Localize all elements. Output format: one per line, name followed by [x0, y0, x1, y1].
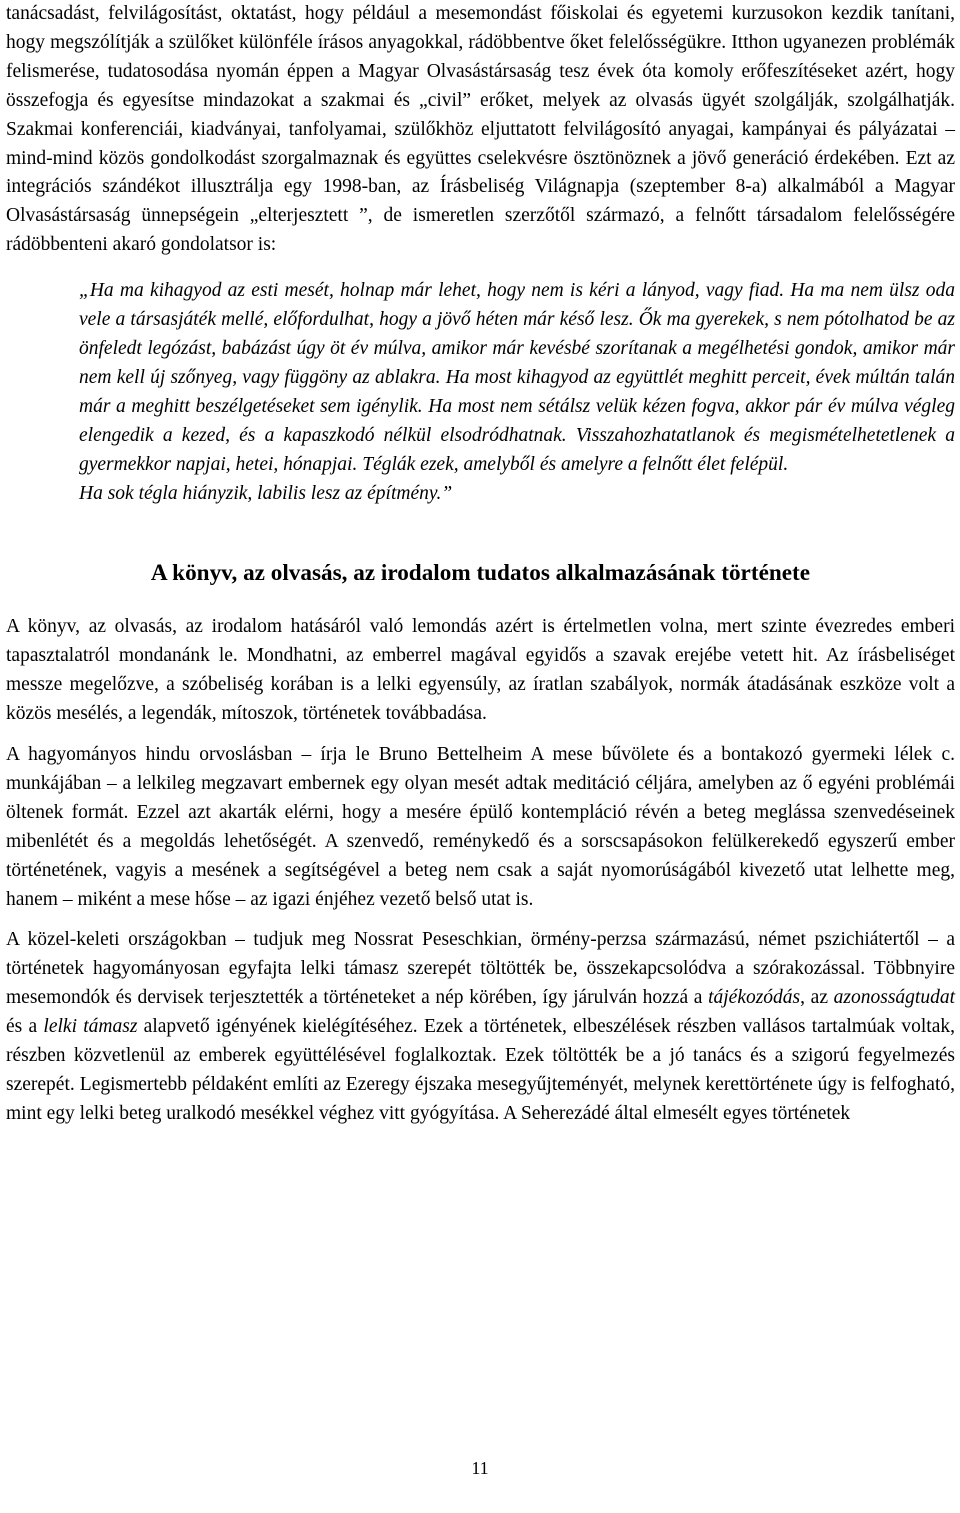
body-paragraph-3: A hagyományos hindu orvoslásban – írja le Bruno Bettelheim A mese bűvölete és a bontakozó gyermeki lélek c. munkájában – a lelkileg megzavart embernek egy olyan mesét adtak meditáció céljára, amelyben az ő egyéni problémái öltenek formát. Ezzel azt akarták elérni, hogy a mesére épülő kontempláció révén a beteg meglássa szenvedéseinek mibenlétét és a megoldás lehetőségét. A szenvedő, reménykedő és a sorscsapásokon felülkerekedő egyszerű ember történetének, vagyis a mesének a segítségével a beteg nem csak a saját nyomorúságából kivezető utat lelhette meg, hanem – miként a mese hőse – az igazi énjéhez vezető belső utat is.	[6, 744, 955, 910]
section-heading: A könyv, az olvasás, az irodalom tudatos alkalmazásának története	[150, 560, 811, 587]
page-content	[6, 0, 955, 1129]
emphasis-lelki-tamasz: lelki támasz	[43, 1016, 138, 1038]
emphasis-azonossagtudat: azonosságtudat	[833, 987, 956, 1009]
body-paragraph-1: tanácsadást, felvilágosítást, oktatást, hogy például a mesemondást főiskolai és egyetemi kurzusokon kezdik tanítani, hogy megszólítják a szülőket különféle írásos anyagokkal, rádöbbentve őket felelősségükre. Itthon ugyanezen problémák felismerése, tudatosodása nyomán éppen a Magyar Olvasástársaság tesz évek óta komoly erőfeszítéseket azért, hogy összefogja és egyesítse mindazokat a szakmai és „civil” erőket, melyek az olvasás ügyét szolgálják, szolgálhatják. Szakmai konferenciái, kiadványai, tanfolyamai, szülőkhöz eljuttatott felvilágosító anyagai, kampányai és pályázatai – mind-mind közös gondolkodást szorgalmaznak és együttes cselekvésre ösztönöznek a jövő generáció érdekében. Ezt az integrációs szándékot illusztrálja egy 1998-ban, az Írásbeliség Világnapja (szeptember 8-a) alkalmából a Magyar Olvasástársaság ünnepségein „elterjesztett ”, de ismeretlen szerzőtől származó, a felnőtt társadalom felelősségére rádöbbenteni akaró gondolatsor is:	[6, 3, 955, 256]
quote-closing-line: Ha sok tégla hiányzik, labilis lesz az építmény.”	[79, 482, 453, 504]
paragraph-4-text-4: alapvető igényének kielégítéséhez. Ezek a történetek, elbeszélések részben vallásos tartalmúak voltak, részben közvetlenül az emberek együttélésével foglalkoztak. Ezek töltötték be a jó tanács és a szigorú fegyelmezés szerepét. Legismertebb példaként említi az Ezeregy éjszaka mesegyűjteményét, melynek kerettörténete úgy is felfogható, mint egy lelki beteg uralkodó mesékkel véghez vitt gyógyítása. A Seherezádé által elmesélt egyes történetek	[6, 1016, 955, 1124]
paragraph-4-text-2: , az	[800, 987, 834, 1009]
page-number: 11	[471, 1458, 489, 1478]
quote-block: „Ha ma kihagyod az esti mesét, holnap már lehet, hogy nem is kéri a lányod, vagy fiad. Ha ma nem ülsz oda vele a társasjáték mellé, előfordulhat, hogy a jövő héten már késő lesz. Ők ma gyerekek, s nem pótolhatod be az önfeledt legózást, babázást úgy öt év múlva, amikor már kevésbé szorítanak a megélhetési gondok, amikor már nem kell új szőnyeg, vagy függöny az ablakra. Ha most kihagyod az együttlét meghitt perceit, évek múltán talán már a meghitt beszélgetéseket sem igénylik. Ha most nem sétálsz velük kézen fogva, akkor pár év múlva végleg elengedik a kezed, és a kapaszkodó nélkül elsodródhatnak. Visszahozhatatlanok és megismételhetetlenek a gyermekkor napjai, hetei, hónapjai. Téglák ezek, amelyből és amelyre a felnőtt élet felépül.	[79, 280, 955, 475]
body-paragraph-4	[6, 926, 955, 1128]
body-paragraph-2: A könyv, az olvasás, az irodalom hatásáról való lemondás azért is értelmetlen volna, mert szinte évezredes emberi tapasztalatról mondanánk le. Mondhatni, az emberrel magával egyidős a szavak erejébe vetett hit. Az írásbeliséget messze megelőzve, a szóbeliség korában is a lelki egyensúly, az íratlan szabályok, normák átadásának eszköze volt a közös mesélés, a legendák, mítoszok, történetek továbbadása.	[6, 616, 955, 725]
emphasis-tajekozodas: tájékozódás	[708, 987, 801, 1009]
paragraph-4-text-3: és a	[6, 1016, 44, 1038]
paragraph-4-text-1: A közel-keleti országokban – tudjuk meg Nossrat Peseschkian, örmény-perzsa származású, német pszichiátertől – a történetek hagyományosan egyfajta lelki támasz szerepét töltötték be, összekapcsolódva a szórakozással. Többnyire mesemondók és dervisek terjesztették a történeteket a nép körében, így járulván hozzá a	[6, 929, 955, 1009]
